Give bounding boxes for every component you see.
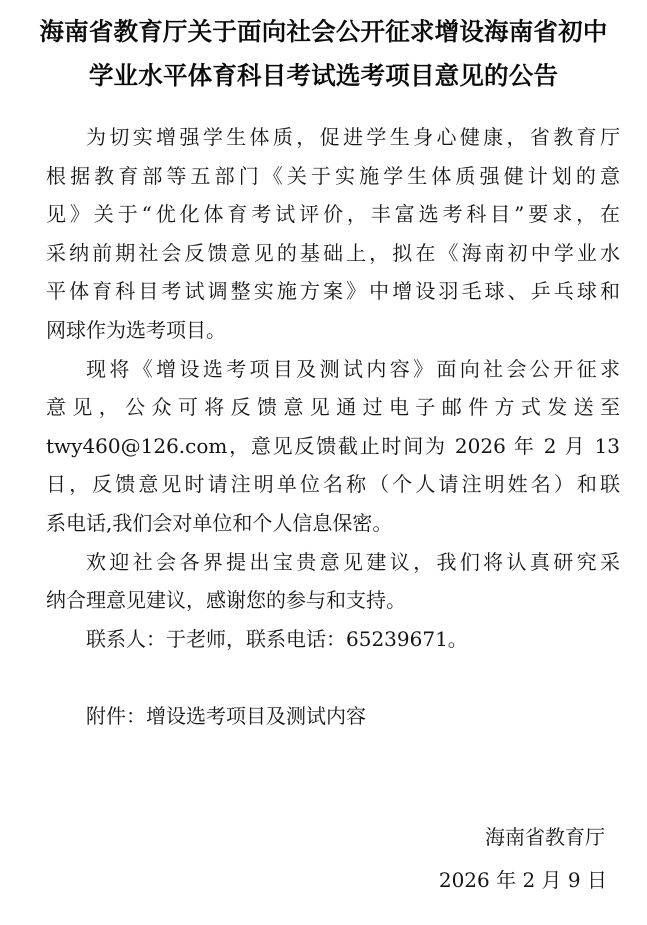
body-line: 系电话,我们会对单位和个人信息保密。 xyxy=(46,510,393,535)
body-line: 为切实增强学生体质，促进学生身心健康，省教育厅 xyxy=(86,125,620,149)
body-line: 日，反馈意见时请注明单位名称（个人请注明姓名）和联 xyxy=(46,472,620,497)
notice-body xyxy=(46,118,620,736)
body-line: 根据教育部等五部门《关于实施学生体质强健计划的意 xyxy=(46,163,620,188)
body-line: 欢迎社会各界提出宝贵意见建议，我们将认真研究采 xyxy=(86,549,620,574)
paragraph-intro xyxy=(46,118,620,350)
body-line: 网球作为选考项目。 xyxy=(46,317,226,342)
spacer xyxy=(46,658,620,697)
title-line: 海南省教育厅关于面向社会公开征求增设海南省初中 xyxy=(39,17,608,46)
body-line: 见》关于“优化体育考试评价，丰富选考科目”要求，在 xyxy=(46,202,620,227)
body-line: 现将《增设选考项目及测试内容》面向社会公开征求 xyxy=(86,356,620,381)
body-line: 意见，公众可将反馈意见通过电子邮件方式发送至 xyxy=(46,395,620,420)
title-line: 学业水平体育科目考试选考项目意见的公告 xyxy=(88,61,559,90)
attachment-line: 附件：增设选考项目及测试内容 xyxy=(86,703,366,728)
contact-line: 联系人：于老师，联系电话：65239671。 xyxy=(86,626,468,651)
body-line: 采纳前期社会反馈意见的基础上，拟在《海南初中学业水 xyxy=(46,240,620,265)
paragraph-feedback xyxy=(46,350,620,543)
notice-title xyxy=(0,10,647,98)
body-line: twy460@126.com，意见反馈截止时间为 2026 年 2 月 13 xyxy=(46,433,620,458)
body-line: 平体育科目考试调整实施方案》中增设羽毛球、乒乓球和 xyxy=(46,279,620,304)
issuer-name: 海南省教育厅 xyxy=(485,825,605,849)
paragraph-thanks xyxy=(46,543,620,620)
body-line: 纳合理意见建议，感谢您的参与和支持。 xyxy=(46,588,406,613)
issue-date: 2026 年 2 月 9 日 xyxy=(438,868,607,892)
